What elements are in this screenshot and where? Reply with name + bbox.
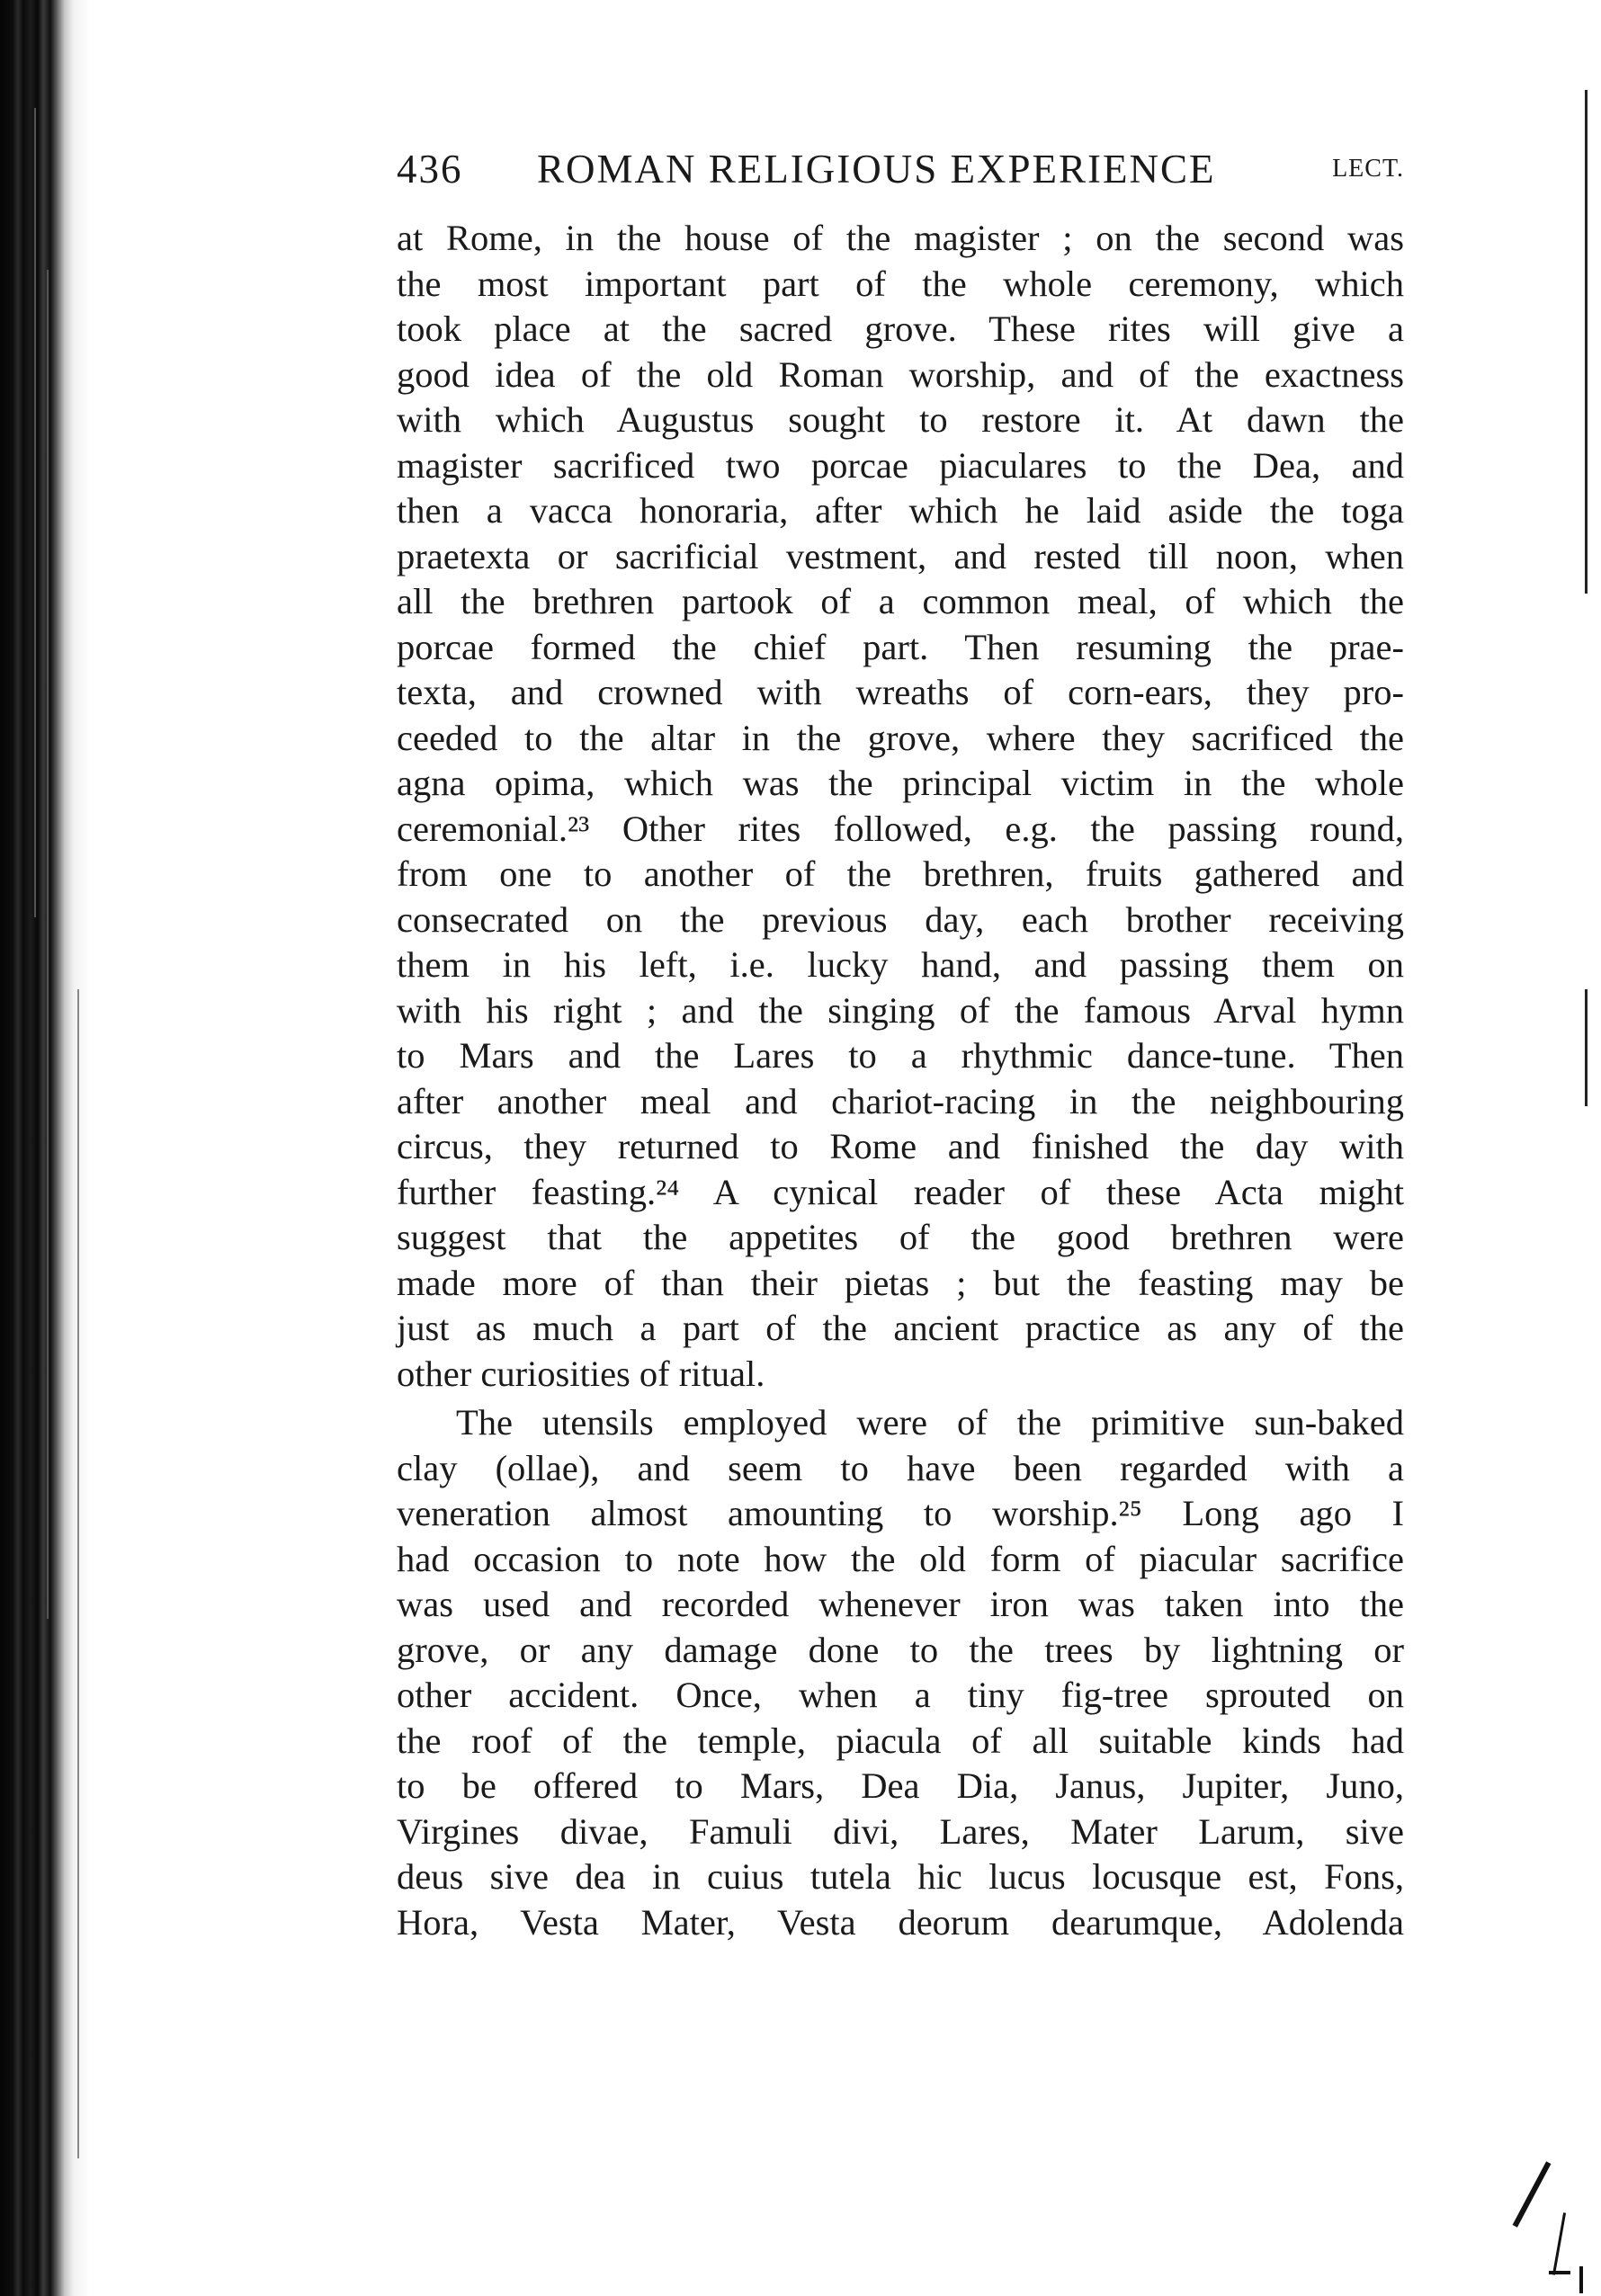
running-section-label: LECT.	[1332, 155, 1404, 183]
text-line: other accident. Once, when a tiny fig-tree sprouted on	[397, 1675, 1404, 1715]
text-line: after another meal and chariot-racing in the neighbouring	[397, 1080, 1404, 1121]
scan-mark	[1513, 2161, 1552, 2227]
text-line: all the brethren partook of a common meal, of which the	[397, 581, 1404, 621]
text-line: took place at the sacred grove. These rites will give a	[397, 308, 1404, 349]
text-line: the most important part of the whole ceremony, which	[397, 263, 1404, 304]
text-line: praetexta or sacrificial vestment, and rested till noon, when	[397, 535, 1404, 576]
text-line: Virgines divae, Famuli divi, Lares, Mater Larum, sive	[397, 1810, 1404, 1852]
text-line: to Mars and the Lares to a rhythmic dance-tune. Then	[397, 1035, 1404, 1076]
text-line: was used and recorded whenever iron was taken into the	[397, 1584, 1404, 1624]
text-line: agna opima, which was the principal victim in the whole	[397, 763, 1404, 803]
text-line: further feasting.²⁴ A cynical reader of these Acta might	[397, 1171, 1404, 1212]
text-line: clay (ollae), and seem to have been regarded with a	[397, 1447, 1404, 1488]
text-line: from one to another of the brethren, fruits gathered and	[397, 853, 1404, 894]
text-line: with his right ; and the singing of the famous Arval hymn	[397, 989, 1404, 1031]
text-line: circus, they returned to Rome and finished the day with	[397, 1126, 1404, 1166]
binding-streak	[34, 108, 36, 917]
text-line: suggest that the appetites of the good brethren were	[397, 1217, 1404, 1257]
binding-streak	[47, 270, 49, 1619]
text-line: just as much a part of the ancient practice as any of the	[397, 1308, 1404, 1348]
text-line: ceremonial.²³ Other rites followed, e.g. the passing round,	[397, 808, 1404, 849]
text-line: other curiosities of ritual.	[397, 1353, 765, 1394]
text-line: deus sive dea in cuius tutela hic lucus locusque est, Fons,	[397, 1856, 1404, 1897]
text-line: the roof of the temple, piacula of all suitable kinds had	[397, 1720, 1404, 1761]
text-line: The utensils employed were of the primitive sun-baked	[456, 1402, 1404, 1443]
text-line: consecrated on the previous day, each brother receiving	[397, 898, 1404, 940]
running-header	[397, 146, 1404, 196]
text-line: good idea of the old Roman worship, and of the exactness	[397, 353, 1404, 395]
text-line: Hora, Vesta Mater, Vesta deorum dearumque, Adolenda	[397, 1901, 1404, 1943]
book-binding-shadow	[0, 0, 90, 2296]
scan-mark	[1579, 2266, 1583, 2293]
page-edge-line	[1585, 989, 1588, 1106]
text-line: texta, and crowned with wreaths of corn-ears, they pro-	[397, 672, 1404, 712]
paragraph	[397, 216, 1404, 1397]
page-number: 436	[397, 147, 463, 192]
text-line: them in his left, i.e. lucky hand, and passing them on	[397, 944, 1404, 985]
text-line: made more of than their pietas ; but the feasting may be	[397, 1262, 1404, 1303]
binding-streak	[77, 989, 79, 2158]
text-line: with which Augustus sought to restore it. At dawn the	[397, 399, 1404, 440]
paragraph	[397, 1400, 1404, 1945]
text-line: ceeded to the altar in the grove, where they sacrificed the	[397, 717, 1404, 758]
scan-mark	[1552, 2212, 1566, 2274]
running-title: ROMAN RELIGIOUS EXPERIENCE	[537, 147, 1216, 192]
scan-mark	[1549, 2271, 1570, 2274]
page-edge-line	[1585, 90, 1588, 594]
text-line: at Rome, in the house of the magister ; on the second was	[397, 218, 1404, 258]
text-line: then a vacca honoraria, after which he laid aside the toga	[397, 490, 1404, 531]
text-line: to be offered to Mars, Dea Dia, Janus, Jupiter, Juno,	[397, 1765, 1404, 1806]
text-line: magister sacrificed two porcae piaculares to the Dea, and	[397, 444, 1404, 486]
text-line: grove, or any damage done to the trees by lightning or	[397, 1629, 1404, 1670]
body-text	[397, 216, 1404, 1945]
text-line: had occasion to note how the old form of piacular sacrifice	[397, 1538, 1404, 1579]
text-line: porcae formed the chief part. Then resuming the prae-	[397, 626, 1404, 667]
text-line: veneration almost amounting to worship.²⁵ Long ago I	[397, 1493, 1404, 1533]
